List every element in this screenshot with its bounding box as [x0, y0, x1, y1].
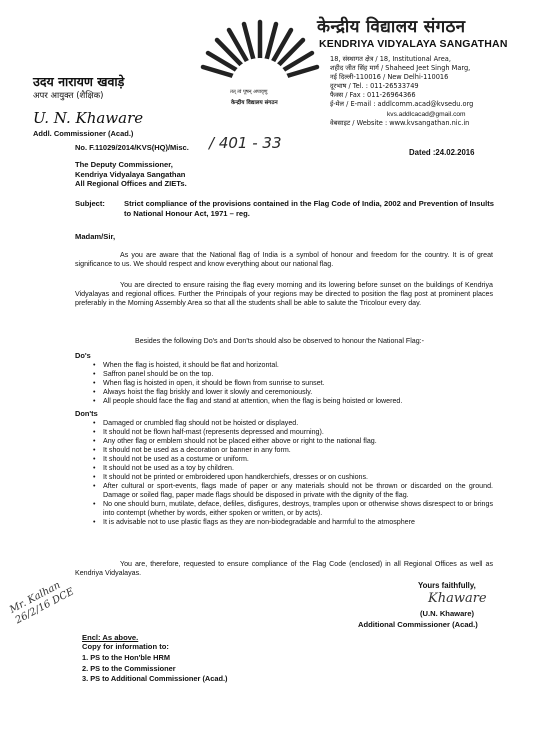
salutation: Madam/Sir, — [75, 232, 116, 241]
handwritten-file-number: / 401 - 33 — [209, 134, 282, 152]
sender-designation-english: Addl. Commissioner (Acad.) — [33, 129, 134, 138]
dos-heading: Do's — [75, 351, 91, 360]
list-item: • Saffron panel should be on the top. — [93, 370, 214, 378]
address-line: फैक्स / Fax : 011-26964366 — [330, 91, 416, 100]
kvs-logo-icon — [200, 18, 320, 88]
address-line: ई-मेल / E-mail : addlcomm.acad@kvsedu.org — [330, 100, 474, 109]
address-line: शहीद जीत सिंह मार्ग / Shaheed Jeet Singh Marg, — [330, 64, 471, 73]
paragraph-3: Besides the following Do's and Don'ts should also be observed to honour the National Flag:- — [135, 337, 424, 345]
signature-icon: Khaware — [428, 591, 487, 606]
list-item: • Always hoist the flag briskly and lower it slowly and ceremoniously. — [93, 388, 313, 396]
donts-list — [93, 419, 493, 527]
sender-name-hindi: उदय नारायण खवाड़े — [33, 74, 125, 89]
logo-motto: तत् त्वं पूषन् अपावृणु — [230, 89, 268, 95]
addressee-line: The Deputy Commissioner, — [75, 160, 173, 169]
closing: Yours faithfully, — [418, 581, 476, 590]
list-item: 1. PS to the Hon'ble HRM — [82, 653, 170, 662]
org-address-block — [330, 55, 535, 128]
list-item: • It should not be printed or embroidered upon handkerchiefs, dresses or on cushions. — [93, 473, 368, 481]
letter-date: Dated :24.02.2016 — [409, 148, 475, 157]
list-item: • Damaged or crumbled flag should not be hoisted or displayed. — [93, 419, 299, 427]
address-line: 18, संस्थागत क्षेत्र / 18, Institutional Area, — [330, 55, 451, 63]
list-item: • It is advisable not to use plastic flags as they are non-biodegradable and harmful to the atmosphere — [93, 518, 415, 526]
list-item: • All people should face the flag and stand at attention, when the flag is being hoisted or lowered. — [93, 397, 403, 405]
org-name-english: KENDRIYA VIDYALAYA SANGATHAN — [319, 38, 508, 50]
subject-label: Subject: — [75, 199, 105, 208]
address-line: वेबसाइट / Website : www.kvsangathan.nic.in — [330, 118, 470, 127]
paragraph-2: You are directed to ensure raising the flag every morning and its lowering before sunset on the buildings of Kendriya Vidyalayas and regional offices. Further the Principals of your regions may be directed to position the flag post at prominent places preferably in the Morning Assembly Area so that all the students shall be able to salute the Tricolour every day. — [75, 281, 493, 307]
sender-name-english: U. N. Khaware — [33, 109, 144, 127]
copy-list — [82, 653, 228, 685]
list-item: • Any other flag or emblem should not be placed either above or right to the national flag. — [93, 437, 377, 445]
list-item: • After cultural or sport-events, flags made of paper or any materials should not be thrown or discarded on the ground. Damage or soiled flag, paper made flags should be disposed in private with the dignity of the flag. — [93, 482, 493, 499]
list-item: • When the flag is hoisted, it should be flat and horizontal. — [93, 361, 279, 369]
address-line: नई दिल्ली-110016 / New Delhi-110016 — [330, 73, 449, 82]
donts-heading: Don'ts — [75, 409, 98, 418]
list-item: 2. PS to the Commissioner — [82, 663, 176, 673]
sender-designation-hindi: अपर आयुक्त (शैक्षिक) — [33, 91, 104, 101]
address-line: दूरभाष / Tel. : 011-26533749 — [330, 82, 419, 91]
list-item: • It should not be used as a toy by children. — [93, 464, 234, 472]
addressee-line: All Regional Offices and ZIETs. — [75, 179, 187, 189]
dos-list — [93, 361, 493, 406]
copy-heading: Copy for information to: — [82, 642, 169, 651]
addressee-line: Kendriya Vidyalaya Sangathan — [75, 169, 186, 179]
subject-text: Strict compliance of the provisions contained in the Flag Code of India, 2002 and Prevention of Insults to National Honour Act, 1971 – reg. — [124, 199, 494, 218]
paragraph-4: You are, therefore, requested to ensure compliance of the Flag Code (enclosed) in all Regional Offices as well as Kendriya Vidyalayas. — [75, 560, 493, 577]
addressee-block — [75, 160, 187, 189]
list-item: • No one should burn, mutilate, deface, defiles, disfigures, destroys, tramples upon or otherwise shows disrespect to or brings into contempt (whether by words, either spoken or written, or by acts). — [93, 500, 493, 517]
list-item: 3. PS to Additional Commissioner (Acad.) — [82, 674, 228, 683]
address-line: kvs.addlcacad@gmail.com — [387, 110, 466, 118]
list-item: • It should not be flown half-mast (represents depressed and mourning). — [93, 428, 324, 436]
signer-designation: Additional Commissioner (Acad.) — [358, 620, 478, 629]
handwritten-margin-note: Mr. Kalhan 26/2/16 DCE — [8, 579, 76, 627]
org-name-hindi: केन्द्रीय विद्यालय संगठन — [317, 17, 466, 37]
list-item: • It should not be used as a costume or uniform. — [93, 455, 249, 463]
paragraph-1: As you are aware that the National flag of India is a symbol of honour and freedom for the country. It is of great significance to us. We should respect and know everything about our national flag. — [75, 251, 493, 268]
file-number: No. F.11029/2014/KVS(HQ)/Misc. — [75, 143, 189, 152]
list-item: • It should not be used as a decoration or banner in any form. — [93, 446, 291, 454]
enclosure-line: Encl: As above. — [82, 633, 139, 642]
logo-caption: केन्द्रीय विद्यालय संगठन — [231, 100, 278, 106]
list-item: • When flag is hoisted in open, it should be flown from sunrise to sunset. — [93, 379, 325, 387]
signer-name: (U.N. Khaware) — [420, 609, 475, 618]
